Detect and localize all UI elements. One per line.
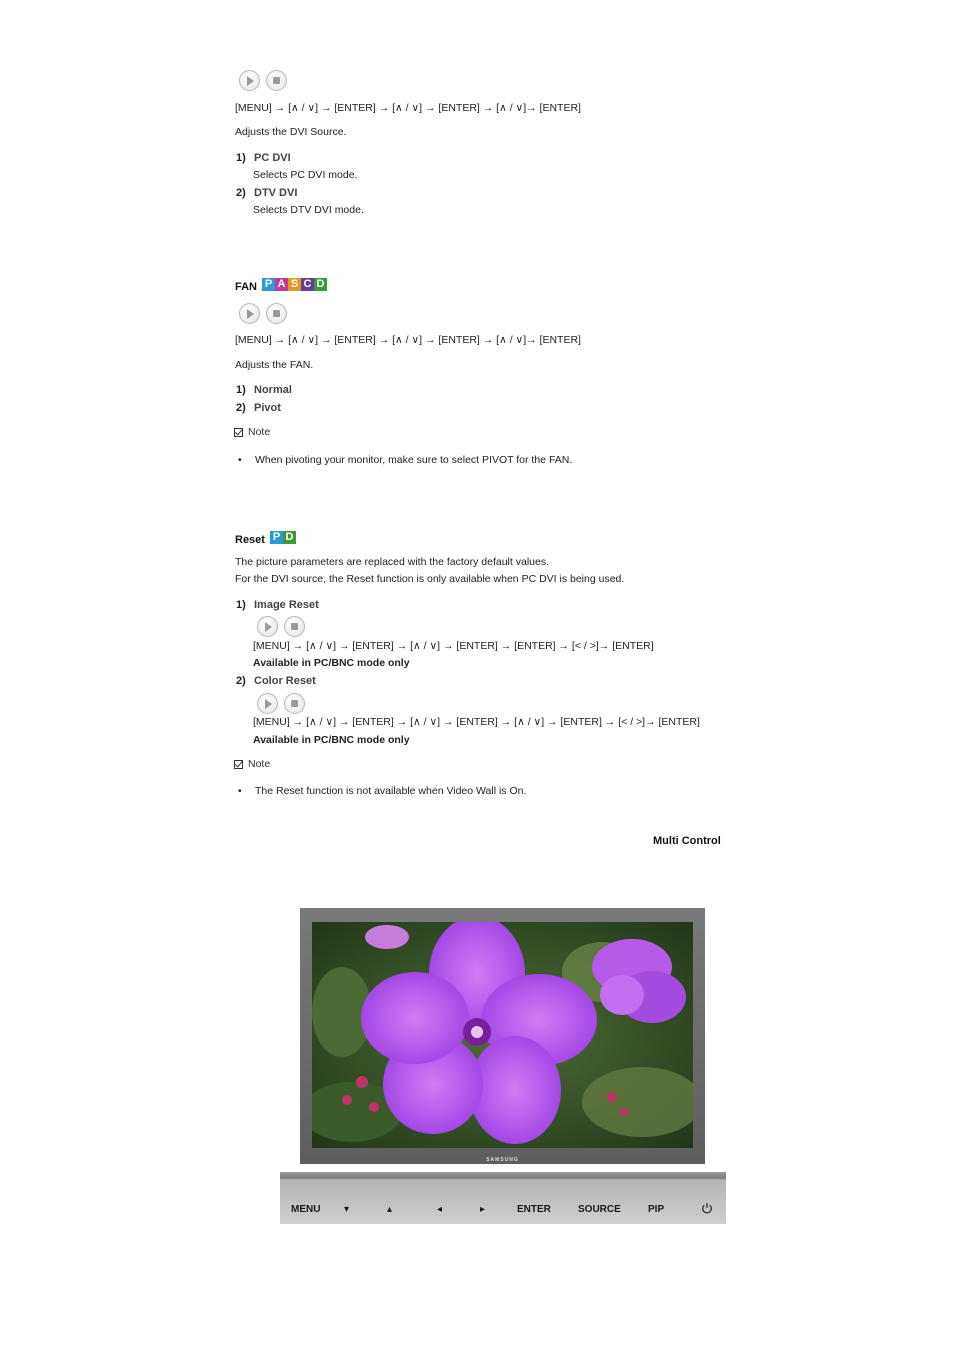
control-panel bbox=[280, 1172, 726, 1224]
item-number: 2) bbox=[236, 675, 246, 687]
item-label: DTV DVI bbox=[254, 187, 298, 199]
item-number: 1) bbox=[236, 384, 246, 396]
menu-button[interactable]: MENU bbox=[291, 1204, 321, 1215]
item-label: Pivot bbox=[254, 402, 281, 414]
fan-note bbox=[234, 426, 270, 438]
item-label: Color Reset bbox=[254, 675, 316, 687]
monitor-illustration bbox=[300, 908, 705, 1164]
fan-menu-path: [MENU] → [∧ / ∨] → [ENTER] → [∧ / ∨] → [ENTER] → [∧ / ∨]→ [ENTER] bbox=[235, 334, 581, 346]
badge-d: D bbox=[283, 531, 296, 544]
badge-d: D bbox=[314, 278, 327, 291]
multi-control-heading: Multi Control bbox=[653, 835, 721, 847]
reset-mode-badges bbox=[270, 531, 296, 544]
dvi-item-desc: Selects DTV DVI mode. bbox=[253, 204, 364, 216]
monitor-brand-logo: SAMSUNG bbox=[486, 1157, 519, 1163]
badge-p: P bbox=[270, 531, 283, 544]
color-reset-availability: Available in PC/BNC mode only bbox=[253, 734, 410, 746]
note-label: Note bbox=[248, 426, 271, 438]
item-label: PC DVI bbox=[254, 152, 291, 164]
fan-heading: FAN bbox=[235, 281, 257, 293]
reset-heading: Reset bbox=[235, 534, 265, 546]
fan-bullet bbox=[238, 454, 572, 466]
player-icons bbox=[257, 693, 305, 714]
play-icon[interactable] bbox=[257, 616, 278, 637]
play-icon[interactable] bbox=[257, 693, 278, 714]
image-reset-menu-path: [MENU] → [∧ / ∨] → [ENTER] → [∧ / ∨] → [ENTER] → [ENTER] → [< / >]→ [ENTER] bbox=[253, 640, 654, 652]
monitor-screen-flower-image bbox=[312, 922, 693, 1148]
source-button[interactable]: SOURCE bbox=[578, 1204, 621, 1215]
fan-mode-badges bbox=[262, 278, 327, 291]
flower-image bbox=[312, 922, 693, 1148]
player-icons bbox=[239, 70, 287, 91]
badge-c: C bbox=[301, 278, 314, 291]
reset-item-image-reset bbox=[236, 599, 319, 611]
dvi-description: Adjusts the DVI Source. bbox=[235, 126, 347, 138]
item-label: Normal bbox=[254, 384, 292, 396]
item-label: Image Reset bbox=[254, 599, 319, 611]
reset-bullet bbox=[238, 785, 526, 797]
play-icon[interactable] bbox=[239, 70, 260, 91]
bullet-text: The Reset function is not available when Video Wall is On. bbox=[255, 785, 527, 797]
enter-button[interactable]: ENTER bbox=[517, 1204, 551, 1215]
bullet-text: When pivoting your monitor, make sure to select PIVOT for the FAN. bbox=[255, 454, 573, 466]
badge-a: A bbox=[275, 278, 288, 291]
player-icons bbox=[239, 303, 287, 324]
power-icon[interactable] bbox=[701, 1202, 713, 1214]
right-button[interactable]: ▸ bbox=[480, 1204, 486, 1215]
item-number: 1) bbox=[236, 152, 246, 164]
bullet-icon: • bbox=[238, 785, 242, 797]
stop-icon[interactable] bbox=[266, 70, 287, 91]
down-button[interactable]: ▾ bbox=[344, 1204, 350, 1215]
stop-icon[interactable] bbox=[284, 616, 305, 637]
reset-line-2: For the DVI source, the Reset function is only available when PC DVI is being used. bbox=[235, 573, 625, 585]
player-icons bbox=[257, 616, 305, 637]
fan-item-normal bbox=[236, 384, 292, 396]
reset-item-color-reset bbox=[236, 675, 316, 687]
bullet-icon: • bbox=[238, 454, 242, 466]
reset-note bbox=[234, 758, 270, 770]
dvi-item-dtv-dvi bbox=[236, 187, 297, 199]
play-icon[interactable] bbox=[239, 303, 260, 324]
item-number: 2) bbox=[236, 187, 246, 199]
stop-icon[interactable] bbox=[284, 693, 305, 714]
badge-s: S bbox=[288, 278, 301, 291]
fan-description: Adjusts the FAN. bbox=[235, 359, 314, 371]
checkbox-icon bbox=[234, 428, 243, 437]
left-button[interactable]: ◂ bbox=[437, 1204, 443, 1215]
dvi-item-pc-dvi bbox=[236, 152, 291, 164]
badge-p: P bbox=[262, 278, 275, 291]
dvi-item-desc: Selects PC DVI mode. bbox=[253, 169, 358, 181]
stop-icon[interactable] bbox=[266, 303, 287, 324]
note-label: Note bbox=[248, 758, 271, 770]
fan-item-pivot bbox=[236, 402, 281, 414]
item-number: 1) bbox=[236, 599, 246, 611]
pip-button[interactable]: PIP bbox=[648, 1204, 665, 1215]
up-button[interactable]: ▴ bbox=[387, 1204, 393, 1215]
color-reset-menu-path: [MENU] → [∧ / ∨] → [ENTER] → [∧ / ∨] → [ENTER] → [∧ / ∨] → [ENTER] → [< / >]→ [ENTER] bbox=[253, 716, 700, 728]
checkbox-icon bbox=[234, 760, 243, 769]
item-number: 2) bbox=[236, 402, 246, 414]
image-reset-availability: Available in PC/BNC mode only bbox=[253, 657, 410, 669]
dvi-menu-path: [MENU] → [∧ / ∨] → [ENTER] → [∧ / ∨] → [ENTER] → [∧ / ∨]→ [ENTER] bbox=[235, 102, 581, 114]
reset-line-1: The picture parameters are replaced with the factory default values. bbox=[235, 556, 549, 568]
